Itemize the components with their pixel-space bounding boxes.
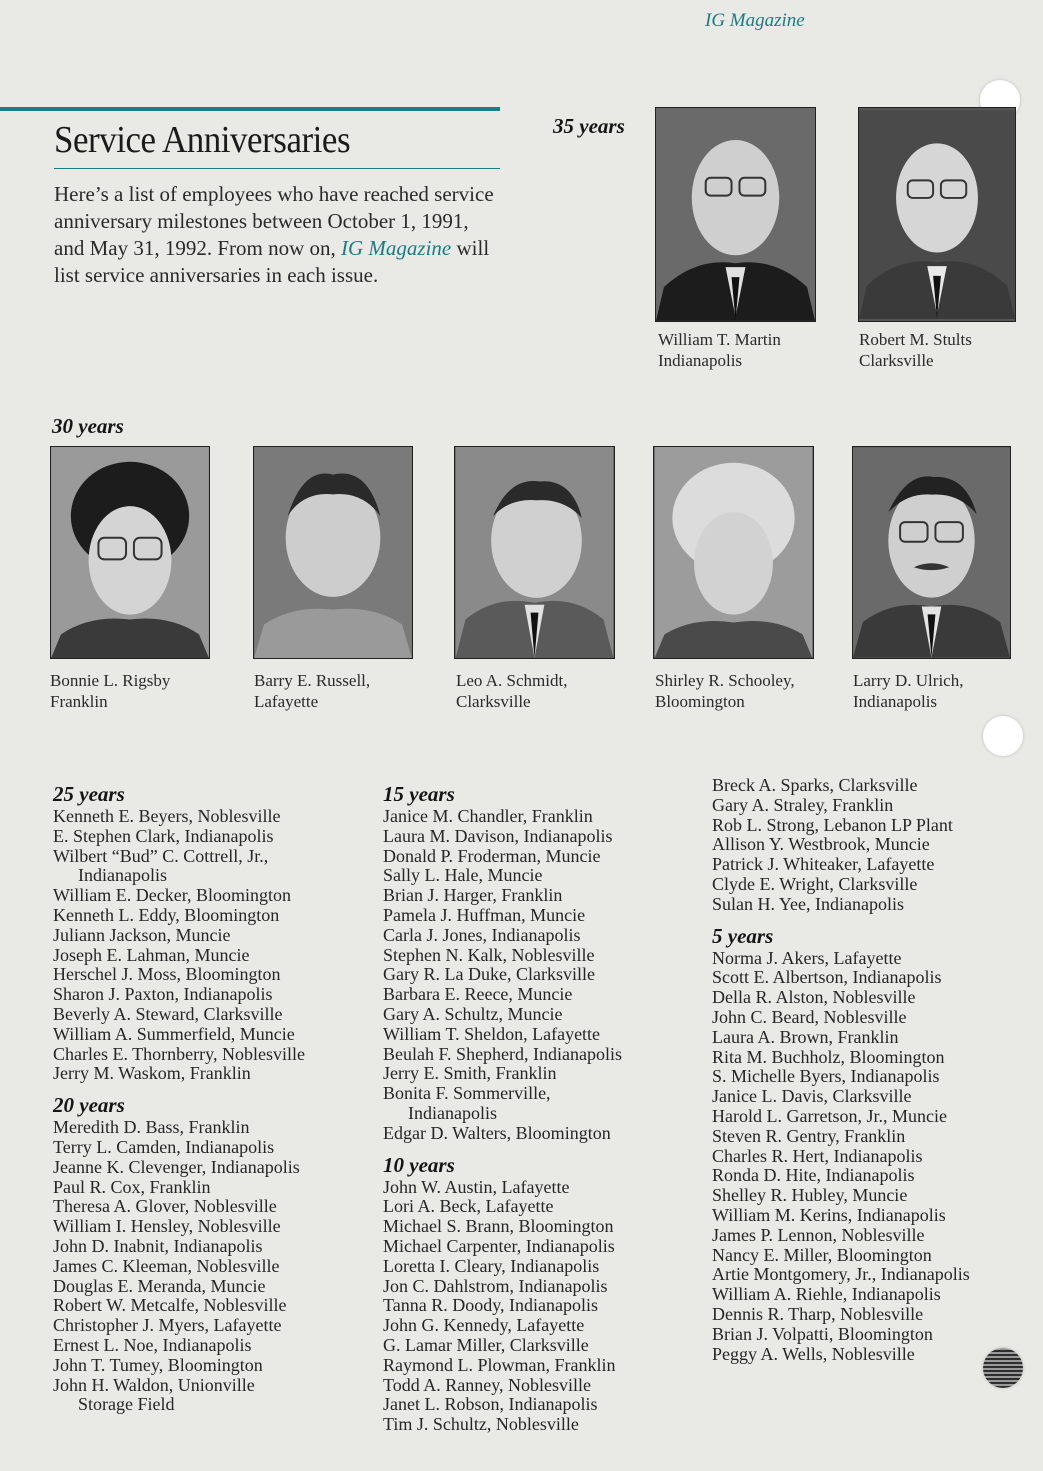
list-item: Donald P. Froderman, Muncie — [383, 845, 601, 866]
list-item-continuation: Indianapolis — [78, 865, 167, 886]
list-item: Jeanne K. Clevenger, Indianapolis — [53, 1156, 300, 1177]
list-item: Breck A. Sparks, Clarksville — [712, 775, 918, 795]
list-item: Paul R. Cox, Franklin — [53, 1176, 211, 1197]
list-label-10-years: 10 years — [383, 1152, 455, 1177]
list-label-25-years: 25 years — [53, 782, 125, 806]
caption-name: Bonnie L. Rigsby — [50, 671, 171, 690]
list-item: Peggy A. Wells, Noblesville — [712, 1343, 915, 1364]
list-item: Laura M. Davison, Indianapolis — [383, 825, 613, 846]
caption-name: William T. Martin — [658, 330, 781, 349]
list-item: Laura A. Brown, Franklin — [712, 1026, 899, 1047]
punch-hole-middle — [983, 716, 1023, 756]
punch-hole-bottom — [983, 1348, 1023, 1388]
list-item: Theresa A. Glover, Noblesville — [53, 1196, 277, 1217]
list-item: William A. Riehle, Indianapolis — [712, 1284, 941, 1305]
portrait-silhouette-icon — [859, 108, 1015, 321]
list-item: Lori A. Beck, Lafayette — [383, 1196, 554, 1217]
list-item: Terry L. Camden, Indianapolis — [53, 1136, 275, 1157]
list-item: Douglas E. Meranda, Muncie — [53, 1275, 266, 1296]
list-item: Allison Y. Westbrook, Muncie — [712, 834, 930, 855]
caption-city: Indianapolis — [658, 351, 743, 370]
title-underline — [54, 168, 500, 169]
caption-name: Robert M. Stults — [859, 330, 972, 349]
caption-leo-schmidt — [456, 670, 567, 712]
list-item: Gary R. La Duke, Clarksville — [383, 964, 595, 985]
list-item: James P. Lennon, Noblesville — [712, 1224, 925, 1245]
list-item: Stephen N. Kalk, Noblesville — [383, 944, 595, 965]
portrait-silhouette-icon — [656, 108, 815, 321]
intro-text-before: Here’s a list of employees who have reached service anniversary milestones between October 1, 1991, and May 31, 1992. From now on, — [54, 182, 494, 260]
list-item: James C. Kleeman, Noblesville — [53, 1255, 280, 1276]
caption-name: Larry D. Ulrich, — [853, 671, 964, 690]
list-item: John H. Waldon, Unionville — [53, 1374, 255, 1395]
list-item: Robert W. Metcalfe, Noblesville — [53, 1295, 287, 1316]
page-title: Service Anniversaries — [54, 119, 351, 161]
caption-name: Shirley R. Schooley, — [655, 671, 795, 690]
list-item: Steven R. Gentry, Franklin — [712, 1125, 906, 1146]
caption-city: Bloomington — [655, 692, 745, 711]
portrait-photo-william-martin — [655, 107, 816, 322]
list-item: Bonita F. Sommerville, — [383, 1083, 551, 1104]
list-item: Carla J. Jones, Indianapolis — [383, 924, 581, 945]
list-item: Meredith D. Bass, Franklin — [53, 1117, 250, 1138]
list-item: Jerry E. Smith, Franklin — [383, 1063, 557, 1084]
caption-barry-russell — [254, 670, 370, 712]
portrait-photo-barry-russell — [253, 446, 413, 659]
intro-text-after: will list service anniversaries in each issue. — [54, 236, 490, 287]
list-item: Beverly A. Steward, Clarksville — [53, 1003, 283, 1024]
list-item: Artie Montgomery, Jr., Indianapolis — [712, 1264, 970, 1285]
list-item: Tim J. Schultz, Noblesville — [383, 1414, 579, 1435]
caption-city: Clarksville — [456, 692, 531, 711]
portrait-silhouette-icon — [455, 447, 614, 658]
caption-city: Lafayette — [254, 692, 319, 711]
list-item: Dennis R. Tharp, Noblesville — [712, 1303, 924, 1324]
list-item: Kenneth E. Beyers, Noblesville — [53, 806, 281, 826]
list-item: E. Stephen Clark, Indianapolis — [53, 825, 274, 846]
list-column-1 — [53, 781, 305, 1415]
list-item: Gary A. Schultz, Muncie — [383, 1003, 563, 1024]
list-item-continuation: Storage Field — [78, 1394, 175, 1415]
list-item: Sharon J. Paxton, Indianapolis — [53, 984, 273, 1005]
list-item: Janice M. Chandler, Franklin — [383, 806, 593, 826]
list-item: Ernest L. Noe, Indianapolis — [53, 1334, 252, 1355]
list-item: Charles R. Hert, Indianapolis — [712, 1145, 923, 1166]
portrait-photo-larry-ulrich — [852, 446, 1011, 659]
list-item: Barbara E. Reece, Muncie — [383, 984, 573, 1005]
list-item: Clyde E. Wright, Clarksville — [712, 873, 918, 894]
list-item: Sally L. Hale, Muncie — [383, 865, 543, 886]
list-label-5-years: 5 years — [712, 923, 774, 948]
list-item: Beulah F. Shepherd, Indianapolis — [383, 1043, 623, 1064]
list-label-20-years: 20 years — [53, 1093, 125, 1118]
portrait-photo-bonnie-rigsby — [50, 446, 210, 659]
portrait-silhouette-icon — [654, 447, 813, 658]
list-item: Raymond L. Plowman, Franklin — [383, 1354, 616, 1375]
portrait-silhouette-icon — [853, 447, 1010, 658]
portrait-silhouette-icon — [51, 447, 209, 658]
list-item: Ronda D. Hite, Indianapolis — [712, 1165, 915, 1186]
caption-robert-stults — [859, 329, 972, 371]
list-item: Jon C. Dahlstrom, Indianapolis — [383, 1275, 608, 1296]
caption-city: Clarksville — [859, 351, 934, 370]
caption-name: Barry E. Russell, — [254, 671, 371, 690]
caption-shirley-schooley — [655, 670, 795, 712]
list-item: Jerry M. Waskom, Franklin — [53, 1063, 251, 1084]
list-item: William T. Sheldon, Lafayette — [383, 1023, 601, 1044]
list-item: Scott E. Albertson, Indianapolis — [712, 967, 942, 988]
list-item: John G. Kennedy, Lafayette — [383, 1315, 585, 1336]
list-item: Brian J. Harger, Franklin — [383, 885, 563, 906]
list-item: Pamela J. Huffman, Muncie — [383, 904, 586, 925]
caption-city: Franklin — [50, 692, 108, 711]
portrait-silhouette-icon — [254, 447, 412, 658]
list-item: Michael Carpenter, Indianapolis — [383, 1235, 615, 1256]
masthead: IG Magazine — [705, 10, 805, 31]
portrait-photo-leo-schmidt — [454, 446, 615, 659]
list-item: Della R. Alston, Noblesville — [712, 987, 916, 1008]
list-item: Herschel J. Moss, Bloomington — [53, 964, 281, 985]
list-item: Brian J. Volpatti, Bloomington — [712, 1323, 933, 1344]
list-item-continuation: Indianapolis — [408, 1102, 497, 1123]
list-item: Kenneth L. Eddy, Bloomington — [53, 904, 280, 925]
list-item: Loretta I. Cleary, Indianapolis — [383, 1255, 600, 1276]
list-item: Edgar D. Walters, Bloomington — [383, 1122, 611, 1143]
list-item: Charles E. Thornberry, Noblesville — [53, 1043, 305, 1064]
caption-bonnie-rigsby — [50, 670, 170, 712]
intro-magazine-name: IG Magazine — [341, 236, 452, 260]
list-item: Patrick J. Whiteaker, Lafayette — [712, 854, 935, 875]
list-item: Juliann Jackson, Muncie — [53, 924, 231, 945]
list-item: William A. Summerfield, Muncie — [53, 1023, 295, 1044]
list-item: William E. Decker, Bloomington — [53, 885, 292, 906]
list-item: G. Lamar Miller, Clarksville — [383, 1334, 589, 1355]
list-item: Nancy E. Miller, Bloomington — [712, 1244, 932, 1265]
list-item: Christopher J. Myers, Lafayette — [53, 1315, 282, 1336]
list-item: Norma J. Akers, Lafayette — [712, 947, 902, 968]
list-item: John D. Inabnit, Indianapolis — [53, 1235, 263, 1256]
list-column-3 — [712, 776, 970, 1364]
list-item: John T. Tumey, Bloomington — [53, 1354, 263, 1375]
list-label-15-years: 15 years — [383, 782, 455, 806]
caption-larry-ulrich — [853, 670, 963, 712]
caption-william-martin — [658, 329, 781, 371]
list-item: Michael S. Brann, Bloomington — [383, 1216, 614, 1237]
caption-city: Indianapolis — [853, 692, 938, 711]
intro-paragraph — [54, 181, 504, 289]
list-item: Janice L. Davis, Clarksville — [712, 1086, 912, 1107]
list-item: John C. Beard, Noblesville — [712, 1006, 907, 1027]
list-item: Shelley R. Hubley, Muncie — [712, 1185, 908, 1206]
list-item: William I. Hensley, Noblesville — [53, 1216, 281, 1237]
list-item: Wilbert “Bud” C. Cottrell, Jr., — [53, 845, 269, 866]
list-item: Rob L. Strong, Lebanon LP Plant — [712, 814, 953, 835]
portrait-photo-robert-stults — [858, 107, 1016, 322]
list-item: Gary A. Straley, Franklin — [712, 794, 894, 815]
caption-name: Leo A. Schmidt, — [456, 671, 568, 690]
portrait-photo-shirley-schooley — [653, 446, 814, 659]
list-item: Sulan H. Yee, Indianapolis — [712, 893, 904, 914]
list-column-2 — [383, 781, 622, 1435]
list-item: S. Michelle Byers, Indianapolis — [712, 1066, 940, 1087]
header-rule — [0, 107, 500, 111]
list-item: John W. Austin, Lafayette — [383, 1176, 570, 1197]
list-item: Joseph E. Lahman, Muncie — [53, 944, 250, 965]
list-item: Janet L. Robson, Indianapolis — [383, 1394, 598, 1415]
list-item: Rita M. Buchholz, Bloomington — [712, 1046, 945, 1067]
section-label-35-years: 35 years — [553, 114, 625, 138]
list-item: Todd A. Ranney, Noblesville — [383, 1374, 592, 1395]
list-item: Harold L. Garretson, Jr., Muncie — [712, 1105, 947, 1126]
list-item: William M. Kerins, Indianapolis — [712, 1204, 946, 1225]
section-label-30-years: 30 years — [52, 414, 124, 438]
list-item: Tanna R. Doody, Indianapolis — [383, 1295, 599, 1316]
